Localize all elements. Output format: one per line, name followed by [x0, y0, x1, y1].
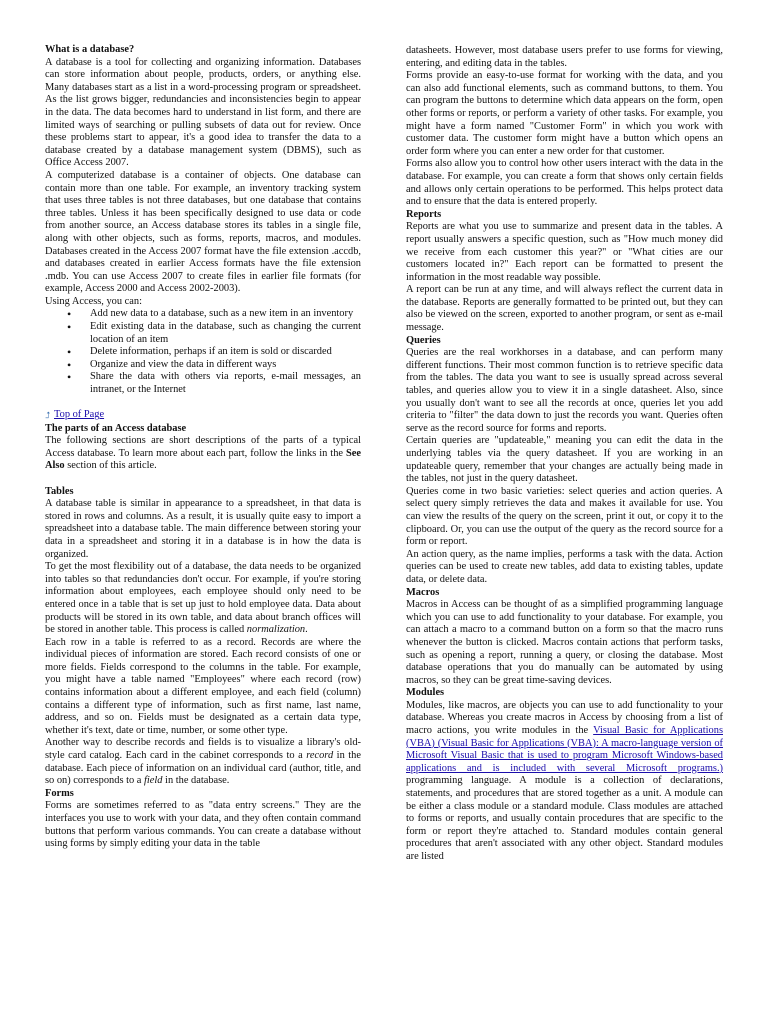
paragraph-database-intro: A database is a tool for collecting and organizing information. Databases can store information about people, products, orders, or anything else. Many databases start as a list in a word-processing program or spreadsheet. As the list grows bigger, redundancies and inconsistencies begin to appear in the data. The data becomes hard to understand in list form, and there are limited ways of searching or pulling subsets of data out for review. Once these problems start to appear, it's a good idea to transfer the data to a database created by a database management system (DBMS), such as Office Access 2007.	[45, 56, 361, 169]
bullet-list-access-capabilities	[45, 308, 361, 396]
paragraph-forms-1-continued: datasheets. However, most database users prefer to use forms for viewing, entering, and editing data in the tables.	[406, 45, 723, 69]
paragraph-reports-2: A report can be run at any time, and will always reflect the current data in the database. Reports are generally formatted to be printed out, but they can also be viewed on the screen, exported to another program, or sent as e-mail message.	[406, 284, 723, 334]
heading-parts-of-database: The parts of an Access database	[45, 422, 187, 434]
heading-what-is-a-database: What is a database?	[45, 44, 135, 55]
paragraph-macros-1: Macros in Access can be thought of as a simplified programming language which you can use to add functionality to your database. For example, you can attach a macro to a command button on a form so that the macro runs whenever the button is clicked. Macros contain actions that perform tasks, such as opening a report, running a query, or closing the database. Most database operations that you do manually can be automated by using macros, so they can be great time-saving devices.	[406, 599, 723, 686]
heading-reports: Reports	[406, 208, 442, 220]
heading-modules: Modules	[406, 687, 445, 699]
right-column	[406, 45, 723, 864]
paragraph-tables-2: To get the most flexibility out of a database, the data needs to be organized into tables so that redundancies don't occur. For example, if you're storing information about employees, each employee should only need to be entered once in a table that is set up just to hold employee data. Data about products will be stored in its own table, and data about branch offices will be stored in another table. This process is called normalization.	[45, 561, 361, 636]
paragraph-queries-3: Queries come in two basic varieties: select queries and action queries. A select query simply retrieves the data and makes it available for use. You can view the results of the query on the screen, print it out, or copy it to the clipboard. Or, you can use the output of the query as the record source for a form or report.	[406, 485, 723, 548]
paragraph-forms-1: Forms are sometimes referred to as "data entry screens." They are the interfaces you use to work with your data, and they often contain command buttons that perform various commands. You can create a database without using forms by simply editing your data in the table	[45, 800, 361, 850]
heading-queries: Queries	[406, 334, 441, 346]
vba-definition-link[interactable]: Visual Basic for Applications (VBA) (Visual Basic for Applications (VBA): A macro-language version of Microsoft Visual Basic that is used to program Microsoft Windows-based applications and is included with several Microsoft programs.)	[406, 725, 723, 774]
paragraph-tables-4: Another way to describe records and fields is to visualize a library's old-style card catalog. Each card in the cabinet corresponds to a record in the database. Each piece of information on an individual card (author, title, and so on) corresponds to a field in the database.	[45, 737, 361, 787]
paragraph-queries-2: Certain queries are "updateable," meaning you can edit the data in the underlying tables via the query datasheet. If you are working in an updateable query, remember that your changes are actually being made in the tables, not just in the query datasheet.	[406, 435, 723, 485]
paragraph-forms-3: Forms also allow you to control how other users interact with the data in the database. For example, you can create a form that shows only certain fields and allows only certain operations to be performed. This helps protect data and to ensure that the data is entered properly.	[406, 158, 723, 208]
see-also-reference: See Also	[45, 447, 361, 472]
heading-forms: Forms	[45, 787, 74, 799]
list-item: • Edit existing data in the database, such as changing the current location of an item	[45, 321, 361, 346]
paragraph-tables-3: Each row in a table is referred to as a record. Records are where the individual pieces of information are stored. Each record consists of one or more fields. Fields correspond to the columns in the table. For example, you might have a table named "Employees" where each record (row) contains information about a different employee, and each field (column) contains a different type of information, such as first name, last name, address, and so on. Fields must be designated as a certain data type, whether it's text, date or time, number, or some other type.	[45, 636, 361, 736]
list-item: • Organize and view the data in different ways	[45, 359, 361, 372]
left-column	[45, 44, 361, 851]
paragraph-parts-intro: The following sections are short descriptions of the parts of a typical Access database. To learn more about each part, follow the links in the See Also section of this article.	[45, 435, 361, 472]
list-item: • Add new data to a database, such as a new item in an inventory	[45, 308, 361, 321]
up-arrow-icon: ⮥	[45, 410, 51, 421]
paragraph-queries-1: Queries are the real workhorses in a database, and can perform many different functions. Their most common function is to retrieve specific data from the tables. The data you want to see is usually spread across several tables, and queries allow you to view it in a single datasheet. Also, since you usually don't want to see all the records at once, queries let you add criteria to "filter" the data down to just the records you want. Queries often serve as the record source for forms and reports.	[406, 347, 723, 434]
top-of-page-link[interactable]: ⮥ Top of Page	[45, 409, 105, 421]
paragraph-tables-1: A database table is similar in appearance to a spreadsheet, in that data is stored in rows and columns. As a result, it is usually quite easy to import a spreadsheet into a database table. The main difference between storing your data in a spreadsheet and storing it in a database is in how the data is organized.	[45, 498, 361, 560]
list-item: • Delete information, perhaps if an item is sold or discarded	[45, 346, 361, 359]
paragraph-forms-2: Forms provide an easy-to-use format for working with the data, and you can also add functional elements, such as command buttons, to them. You can program the buttons to determine which data appears on the form, open other forms or reports, or perform a variety of other tasks. For example, you might have a form named "Customer Form" in which you work with customer data. The customer form might have a button which opens an order form where you can enter a new order for that customer.	[406, 70, 723, 157]
paragraph-modules-1: Modules, like macros, are objects you can use to add functionality to your database. Whereas you create macros in Access by choosing from a list of macro actions, you write modules in the Visual Basic for Applications (VBA) (Visual Basic for Applications (VBA): A macro-language version of Microsoft Visual Basic that is used to program Microsoft Windows-based applications and is included with several Microsoft programs.) programming language. A module is a collection of declarations, statements, and procedures that are stored together as a unit. A module can be either a class module or a standard module. Class modules are attached to forms or reports, and usually contain procedures that are specific to the form or report they're attached to. Standard modules contain general procedures that aren't associated with any other object. Standard modules are listed	[406, 699, 723, 862]
list-item: • Share the data with others via reports, e-mail messages, an intranet, or the Internet	[45, 371, 361, 396]
heading-tables: Tables	[45, 485, 74, 497]
paragraph-computerized-database: A computerized database is a container of objects. One database can contain more than one table. For example, an inventory tracking system that uses three tables is not three databases, but one database that contains three tables. Unless it has been specifically designed to use data or code from another source, an Access database stores its tables in a single file, along with other objects, such as forms, reports, macros, and modules. Databases created in the Access 2007 format have the file extension .accdb, and databases created in earlier Access formats have the file extension .mdb. You can use Access 2007 to create files in earlier file formats (for example, Access 2000 and Access 2002-2003).	[45, 169, 361, 295]
paragraph-using-access: Using Access, you can:	[45, 295, 142, 307]
paragraph-queries-4: An action query, as the name implies, performs a task with the data. Action queries can be used to create new tables, add data to existing tables, update data, or delete data.	[406, 548, 723, 585]
heading-macros: Macros	[406, 586, 440, 598]
paragraph-reports-1: Reports are what you use to summarize and present data in the tables. A report usually answers a specific question, such as "How much money did we receive from each customer this year?" or "What cities are our customers located in?" Each report can be formatted to present the information in the most readable way possible.	[406, 221, 723, 283]
